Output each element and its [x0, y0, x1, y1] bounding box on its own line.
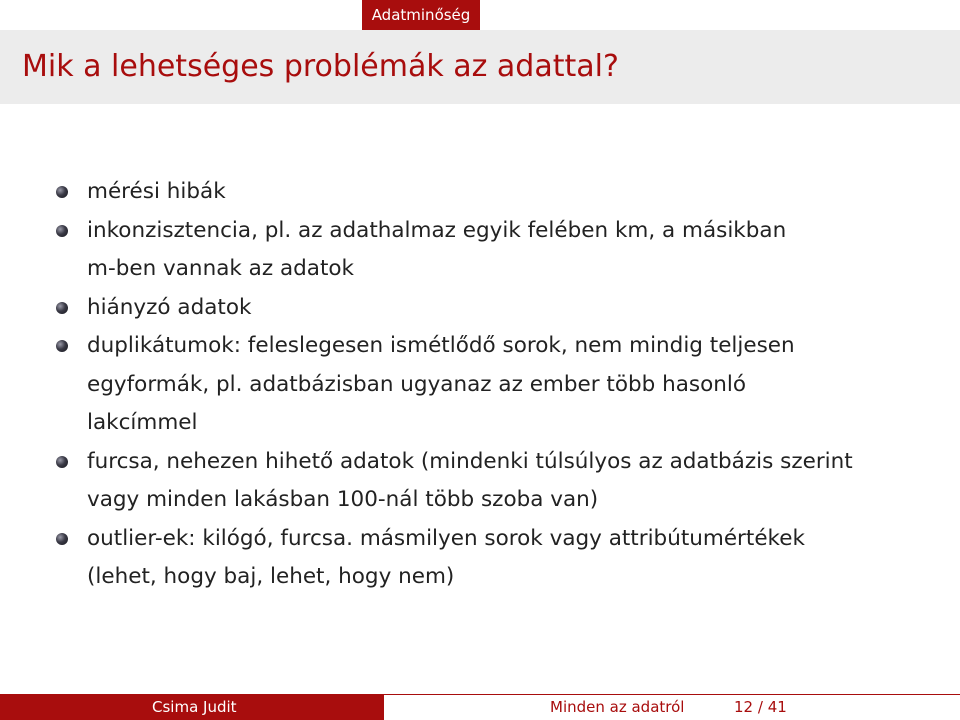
bullet-ball-icon [56, 340, 68, 352]
page-counter [734, 694, 787, 720]
list-item-line: (lehet, hogy baj, lehet, hogy nem) [87, 564, 455, 589]
list-item-line: m-ben vannak az adatok [87, 256, 354, 281]
list-item-line: hiányzó adatok [87, 294, 252, 320]
footer-talk-title: Minden az adatról [550, 698, 685, 716]
section-navigation [0, 0, 960, 30]
page-separator: / [757, 698, 763, 716]
bullet-ball-icon [56, 533, 68, 545]
frame-title: Mik a lehetséges problémák az adattal? [22, 49, 619, 84]
list-item-line: lakcímmel [87, 410, 198, 435]
page-total: 41 [767, 698, 787, 716]
list-item [56, 212, 936, 289]
section-tab-adatminoseg[interactable]: Adatminőség [362, 0, 480, 30]
page-current: 12 [734, 698, 754, 716]
footer-author: Csima Judit [152, 698, 237, 716]
list-item [56, 289, 936, 328]
footer-author-box [0, 694, 384, 720]
list-item-line: outlier-ek: kilógó, furcsa. másmilyen sorok vagy attribútumértékek [87, 525, 805, 551]
list-item-line: vagy minden lakásban 100-nál több szoba van) [87, 487, 599, 512]
bullet-list [56, 173, 936, 597]
bullet-ball-icon [56, 302, 68, 314]
frame-title-band [0, 30, 960, 104]
footer-info-box [384, 694, 960, 720]
list-item-line: egyformák, pl. adatbázisban ugyanaz az ember több hasonló [87, 371, 747, 397]
list-item-line: mérési hibák [87, 179, 226, 204]
bullet-ball-icon [56, 225, 68, 237]
list-item [56, 327, 936, 443]
bullet-ball-icon [56, 186, 68, 198]
list-item [56, 443, 936, 520]
list-item [56, 520, 936, 597]
list-item [56, 173, 936, 212]
list-item-line: furcsa, nehezen hihető adatok (mindenki túlsúlyos az adatbázis szerint [87, 448, 853, 474]
footer [0, 694, 960, 720]
bullet-ball-icon [56, 456, 68, 468]
list-item-line: inkonzisztencia, pl. az adathalmaz egyik felében km, a másikban [87, 217, 787, 243]
list-item-line: duplikátumok: feleslegesen ismétlődő sorok, nem mindig teljesen [87, 333, 795, 358]
